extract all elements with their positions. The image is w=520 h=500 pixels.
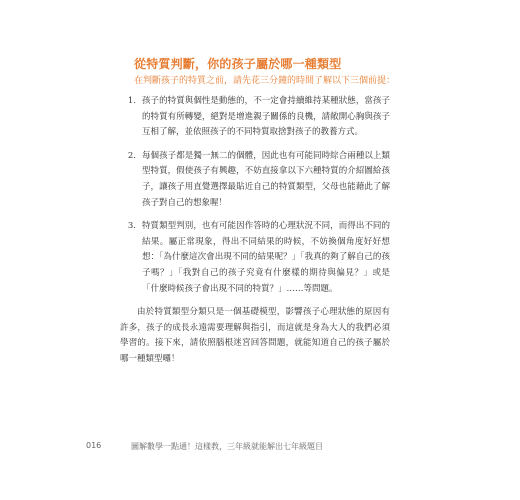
main-content bbox=[120, 94, 390, 376]
list-item bbox=[120, 94, 390, 141]
list-item bbox=[120, 149, 390, 211]
list-item-text: 孩子的特質與個性是動態的，不一定會持續維持某種狀態，當孩子的特質有所轉變，絕對是增進親子關係的良機，請敞開心胸與孩子互相了解，並依照孩子的不同特質取捨對孩子的教養方式。 bbox=[142, 96, 390, 138]
premise-list bbox=[120, 94, 390, 297]
list-item-text: 特質類型判別，也有可能因作答時的心理狀況不同，而得出不同的結果。屬正常現象，得出不同結果的時候，不妨換個角度好好想想：「為什麼這次會出現不同的結果呢？」「我真的夠了解自己的孩子嗎？」「我對自己的孩子究竟有什麼樣的期待與偏見？」或是「什麼時候孩子會出現不同的特質？」……等問題。 bbox=[142, 221, 390, 294]
list-item-number: 3. bbox=[127, 221, 136, 232]
closing-paragraph: 由於特質類型分類只是一個基礎模型，影響孩子心理狀態的原因有許多，孩子的成長永遠需要理解與指引，而這就是身為大人的我們必須學習的。接下來，請依照腦根迷宮回答問題，就能知道自己的孩子屬於哪一種類型囉！ bbox=[120, 307, 390, 364]
book-title: 圖解數學一點通！這樣教，三年級就能解出七年級題目 bbox=[131, 442, 323, 451]
page-number: 016 bbox=[86, 441, 102, 450]
list-item bbox=[120, 219, 390, 297]
list-item-text: 每個孩子都是獨一無二的個體，因此也有可能同時綜合兩種以上類型特質，假使孩子有興趣，不妨直接拿以下六種特質的介紹圖給孩子，讓孩子用直覺選擇最貼近自己的特質類型，父母也能藉此了解孩子對自己的想象喔！ bbox=[142, 150, 390, 208]
section-heading: 從特質判斷，你的孩子屬於哪一種類型 bbox=[134, 57, 342, 71]
list-item-number: 1. bbox=[127, 96, 136, 106]
section-subheading: 在判斷孩子的特質之前，請先花三分鐘的時間了解以下三個前提： bbox=[134, 76, 396, 86]
list-item-number: 2. bbox=[127, 150, 136, 161]
